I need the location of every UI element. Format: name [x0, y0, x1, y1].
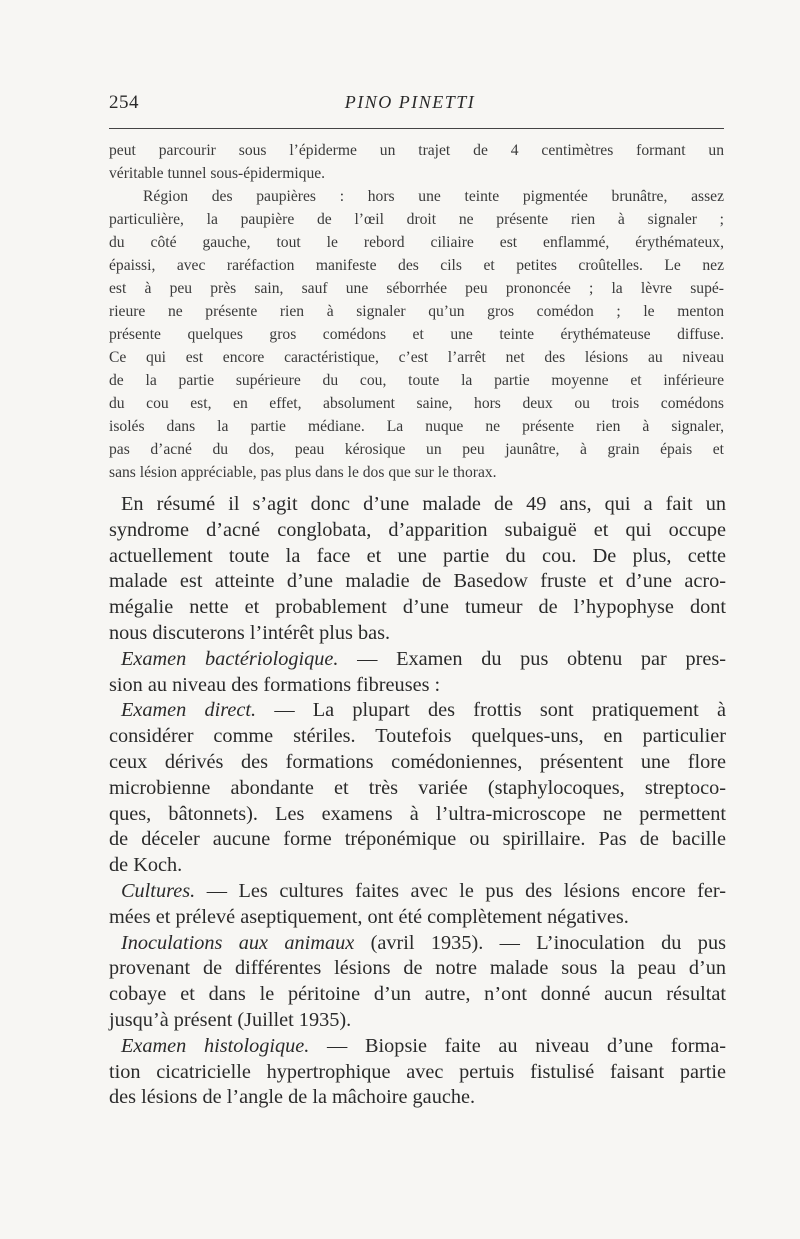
text-line: malade est atteinte d’une maladie de Basedow fruste et d’une acro- [109, 570, 726, 593]
text-fragment: — Examen du pus obtenu par pres- [338, 647, 726, 670]
text-line: provenant de différentes lésions de notre malade sous la peau d’un [109, 957, 726, 980]
text-line [109, 931, 726, 957]
text-line: actuellement toute la face et une partie du cou. De plus, cette [109, 544, 726, 567]
header-rule [109, 128, 724, 129]
section-heading-cultures: Cultures. [121, 879, 196, 902]
text-line [109, 698, 726, 724]
text-line: jusqu’à présent (Juillet 1935). [109, 1008, 352, 1031]
text-line: sion au niveau des formations fibreuses : [109, 673, 441, 696]
text-line: mées et prélevé aseptiquement, ont été complètement négatives. [109, 905, 629, 928]
text-line [109, 879, 726, 905]
text-line: mégalie nette et probablement d’une tumeur de l’hypophyse dont [109, 596, 726, 619]
text-line: sans lésion appréciable, pas plus dans le dos que sur le thorax. [109, 464, 497, 481]
text-line [109, 647, 726, 673]
text-line: rieure ne présente rien à signaler qu’un gros comédon ; le menton [109, 303, 724, 320]
text-line: considérer comme stériles. Toutefois quelques-uns, en particulier [109, 725, 726, 748]
text-line: des lésions de l’angle de la mâchoire gauche. [109, 1086, 476, 1109]
text-line: particulière, la paupière de l’œil droit ne présente rien à signaler ; [109, 211, 724, 228]
text-fragment: — Biopsie faite au niveau d’une forma- [309, 1034, 726, 1057]
text-line: ceux dérivés des formations comédoniennes, présentent une flore [109, 750, 726, 773]
text-line: épaissi, avec raréfaction manifeste des cils et petites croûtelles. Le nez [109, 257, 724, 274]
running-title: PINO PINETTI [344, 92, 476, 112]
text-line: cobaye et dans le péritoine d’un autre, n’ont donné aucun résultat [109, 983, 726, 1006]
clinical-description-block [109, 139, 724, 484]
text-line: pas d’acné du dos, peau kérosique un peu jaunâtre, à grain épais et [109, 441, 724, 458]
text-line: présente quelques gros comédons et une teinte érythémateuse diffuse. [109, 326, 724, 343]
text-line: peut parcourir sous l’épiderme un trajet de 4 centimètres formant un [109, 142, 724, 159]
text-line: de déceler aucune forme tréponémique ou spirillaire. Pas de bacille [109, 828, 726, 851]
text-line: isolés dans la partie médiane. La nuque ne présente rien à signaler, [109, 418, 724, 435]
text-line: du cou est, en effet, absolument saine, hors deux ou trois comédons [109, 395, 724, 412]
text-line: Région des paupières : hors une teinte pigmentée brunâtre, assez [143, 188, 724, 205]
text-line [109, 1034, 726, 1060]
section-heading-inoculations: Inoculations aux animaux [121, 931, 355, 954]
text-line: tion cicatricielle hypertrophique avec pertuis fistulisé faisant partie [109, 1060, 726, 1083]
text-line: syndrome d’acné conglobata, d’apparition subaiguë et qui occupe [109, 518, 726, 541]
text-line: Ce qui est encore caractéristique, c’est l’arrêt net des lésions au niveau [109, 349, 724, 366]
text-fragment: — La plupart des frottis sont pratiquement à [256, 699, 727, 722]
text-line: ques, bâtonnets). Les examens à l’ultra-microscope ne permettent [109, 802, 726, 825]
text-line: microbienne abondante et très variée (staphylocoques, streptoco- [109, 776, 726, 799]
text-line: du côté gauche, tout le rebord ciliaire est enflammé, érythémateux, [109, 234, 724, 251]
summary-block [109, 492, 726, 1111]
text-line: En résumé il s’agit donc d’une malade de 49 ans, qui a fait un [121, 493, 726, 515]
page-number: 254 [109, 92, 139, 113]
text-line: de la partie supérieure du cou, toute la partie moyenne et inférieure [109, 372, 724, 389]
text-line: véritable tunnel sous-épidermique. [109, 165, 326, 182]
section-heading-direct: Examen direct. [121, 699, 257, 722]
text-line: est à peu près sain, sauf une séborrhée peu prononcée ; la lèvre supé- [109, 280, 724, 297]
section-heading-histological: Examen histologique. [121, 1034, 310, 1057]
text-line: de Koch. [109, 854, 183, 877]
text-fragment: (avril 1935). — L’inoculation du pus [354, 931, 726, 954]
section-heading-bacteriological: Examen bactériologique. [121, 647, 339, 670]
text-line: nous discuterons l’intérêt plus bas. [109, 621, 391, 644]
text-fragment: — Les cultures faites avec le pus des lésions encore fer- [195, 879, 726, 902]
